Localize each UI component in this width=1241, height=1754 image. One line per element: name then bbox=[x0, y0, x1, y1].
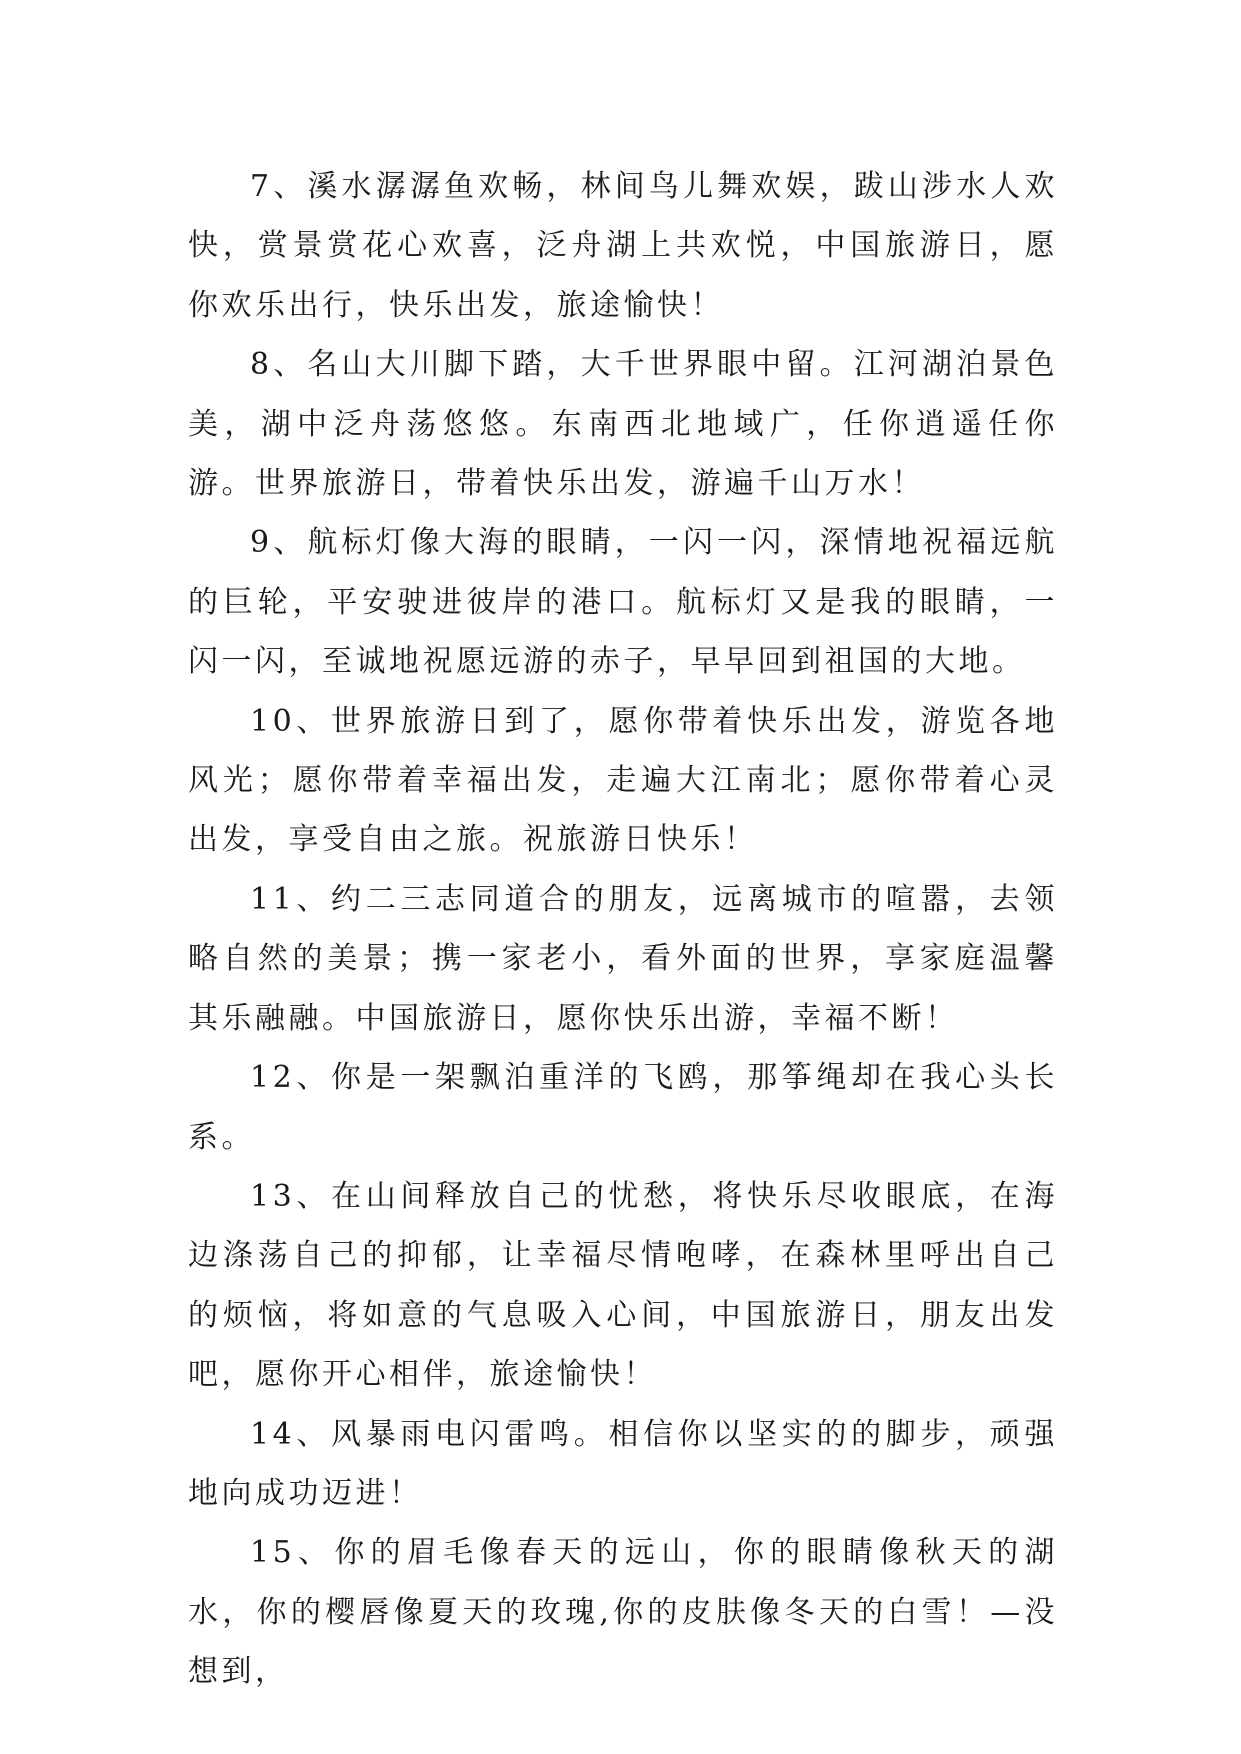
paragraph-15: 15、你的眉毛像春天的远山，你的眼睛像秋天的湖水，你的樱唇像夏天的玫瑰,你的皮肤像冬天的白雪！—没想到， bbox=[188, 1535, 1058, 1690]
paragraph-10: 10、世界旅游日到了，愿你带着快乐出发，游览各地风光；愿你带着幸福出发，走遍大江南北；愿你带着心灵出发，享受自由之旅。祝旅游日快乐！ bbox=[188, 703, 1058, 858]
paragraph-14: 14、风暴雨电闪雷鸣。相信你以坚实的的脚步，顽强地向成功迈进！ bbox=[188, 1416, 1058, 1511]
paragraph-13: 13、在山间释放自己的忧愁，将快乐尽收眼底，在海边涤荡自己的抑郁，让幸福尽情咆哮，在森林里呼出自己的烦恼，将如意的气息吸入心间，中国旅游日，朋友出发吧，愿你开心相伴，旅途愉快！ bbox=[188, 1178, 1058, 1393]
paragraph-8: 8、名山大川脚下踏，大千世界眼中留。江河湖泊景色美，湖中泛舟荡悠悠。东南西北地域广，任你逍遥任你游。世界旅游日，带着快乐出发，游遍千山万水！ bbox=[188, 347, 1058, 502]
document-body bbox=[188, 157, 1058, 1702]
paragraph-12: 12、你是一架飘泊重洋的飞鸥，那筝绳却在我心头长系。 bbox=[188, 1060, 1058, 1155]
paragraph-11: 11、约二三志同道合的朋友，远离城市的喧嚣，去领略自然的美景；携一家老小，看外面的世界，享家庭温馨其乐融融。中国旅游日，愿你快乐出游，幸福不断！ bbox=[188, 881, 1058, 1036]
paragraph-7: 7、溪水潺潺鱼欢畅，林间鸟儿舞欢娱，跋山涉水人欢快，赏景赏花心欢喜，泛舟湖上共欢悦，中国旅游日，愿你欢乐出行，快乐出发，旅途愉快！ bbox=[188, 169, 1058, 323]
paragraph-9: 9、航标灯像大海的眼睛，一闪一闪，深情地祝福远航的巨轮，平安驶进彼岸的港口。航标灯又是我的眼睛，一闪一闪，至诚地祝愿远游的赤子，早早回到祖国的大地。 bbox=[188, 525, 1058, 680]
